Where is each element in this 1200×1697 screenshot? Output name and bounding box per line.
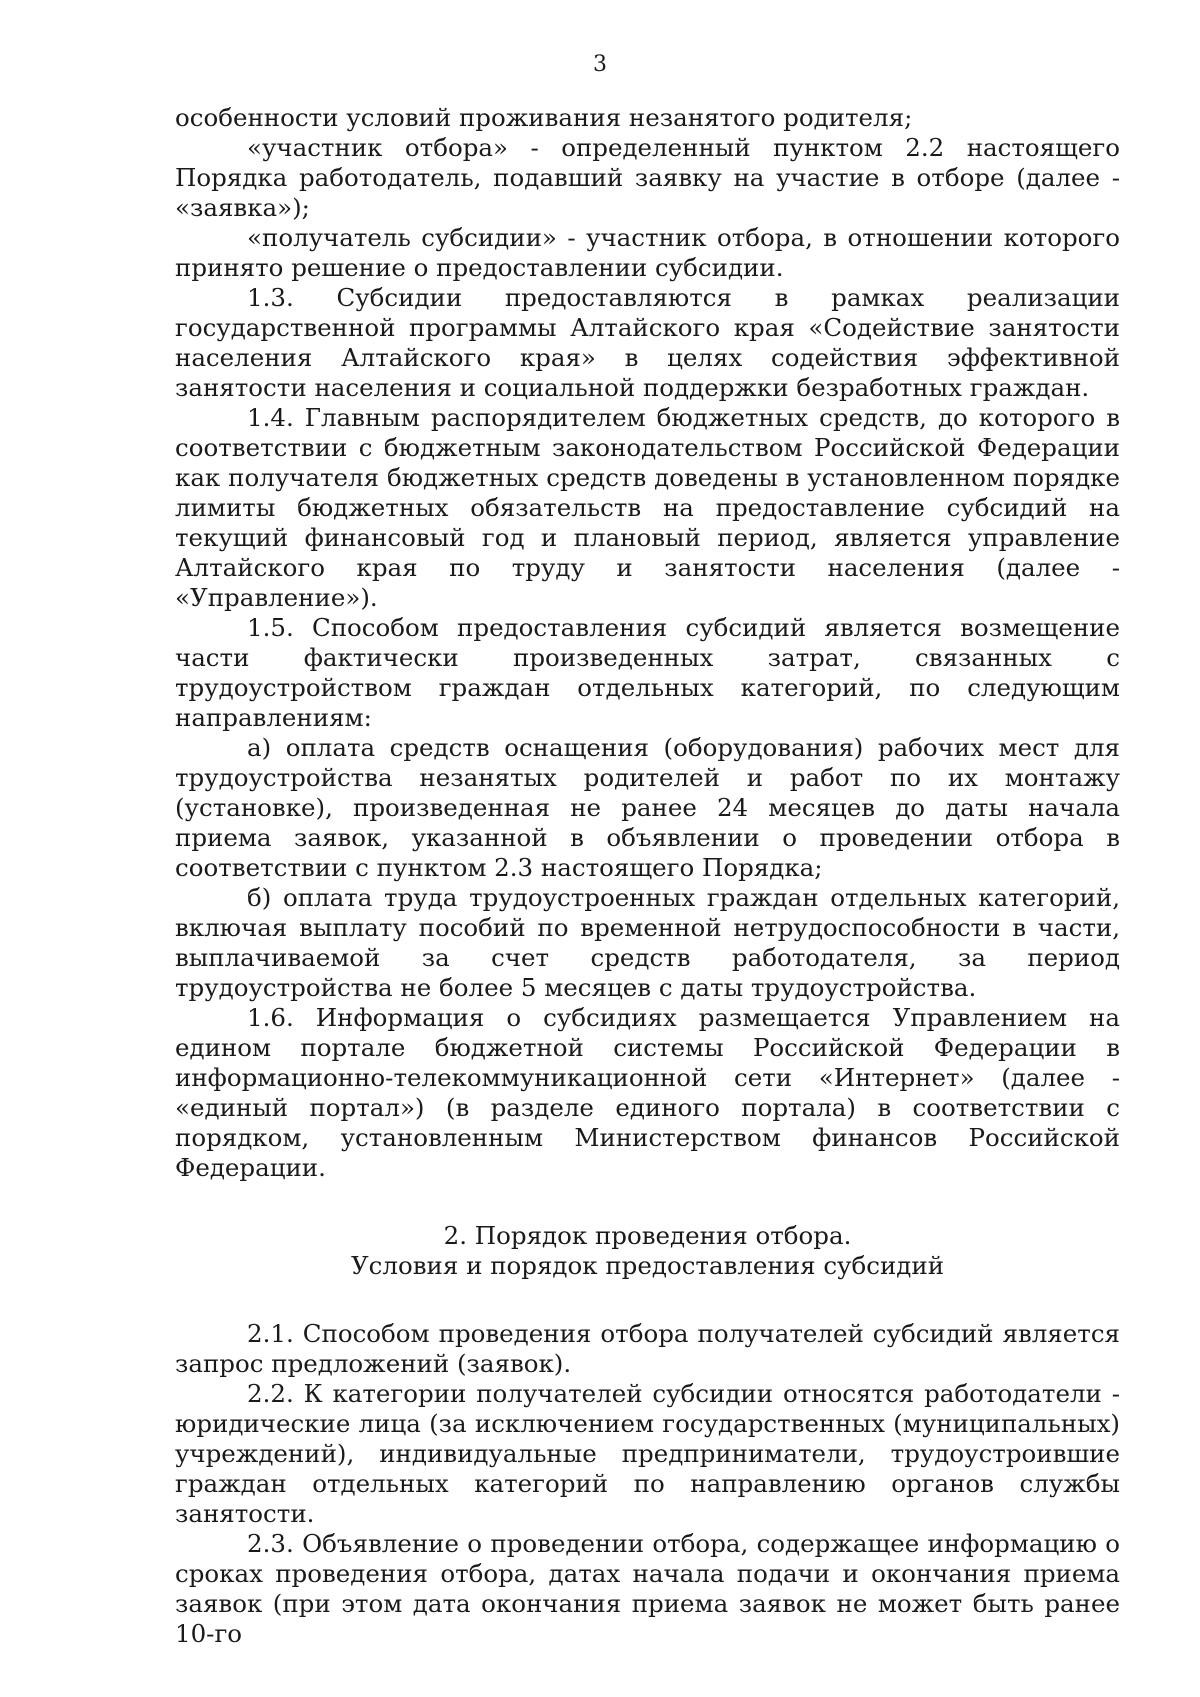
page-number: 3	[593, 52, 607, 77]
paragraph: 1.6. Информация о субсидиях размещается Управлением на едином портале бюджетной системы Российской Федерации в информационно-телекоммуникационной сети «Интернет» (далее - «единый портал») (в разделе единого портала) в соответствии с порядком, установленным Министерством финансов Российской Федерации.	[175, 1003, 1120, 1182]
paragraph: особенности условий проживания незанятого родителя;	[175, 103, 913, 132]
paragraph: 2.1. Способом проведения отбора получателей субсидий является запрос предложений (заявок).	[175, 1319, 1120, 1378]
section-heading-line1: 2. Порядок проведения отбора.	[443, 1221, 852, 1250]
paragraph: 2.2. К категории получателей субсидии относятся работодатели - юридические лица (за исключением государственных (муниципальных) учреждений), индивидуальные предприниматели, трудоустроившие граждан отдельных категорий по направлению органов службы занятости.	[175, 1379, 1120, 1528]
paragraph: «получатель субсидии» - участник отбора, в отношении которого принято решение о предоставлении субсидии.	[175, 223, 1120, 282]
section-heading-line2: Условия и порядок предоставления субсидий	[350, 1251, 945, 1280]
paragraph: а) оплата средств оснащения (оборудования) рабочих мест для трудоустройства незанятых родителей и работ по их монтажу (установке), произведенная не ранее 24 месяцев до даты начала приема заявок, указанной в объявлении о проведении отбора в соответствии с пунктом 2.3 настоящего Порядка;	[175, 733, 1120, 882]
paragraph: «участник отбора» - определенный пунктом 2.2 настоящего Порядка работодатель, подавший заявку на участие в отборе (далее - «заявка»);	[175, 133, 1120, 222]
paragraph: 2.3. Объявление о проведении отбора, содержащее информацию о сроках проведения отбора, датах начала подачи и окончания приема заявок (при этом дата окончания приема заявок не может быть ранее 10-го	[175, 1529, 1120, 1648]
document-body	[175, 103, 1120, 1649]
paragraph: б) оплата труда трудоустроенных граждан отдельных категорий, включая выплату пособий по временной нетрудоспособности в части, выплачиваемой за счет средств работодателя, за период трудоустройства не более 5 месяцев с даты трудоустройства.	[175, 883, 1120, 1002]
paragraph: 1.3. Субсидии предоставляются в рамках реализации государственной программы Алтайского края «Содействие занятости населения Алтайского края» в целях содействия эффективной занятости населения и социальной поддержки безработных граждан.	[175, 283, 1120, 402]
paragraph: 1.5. Способом предоставления субсидий является возмещение части фактически произведенных затрат, связанных с трудоустройством граждан отдельных категорий, по следующим направлениям:	[175, 613, 1120, 732]
section-heading	[175, 1221, 1120, 1281]
paragraph: 1.4. Главным распорядителем бюджетных средств, до которого в соответствии с бюджетным законодательством Российской Федерации как получателя бюджетных средств доведены в установленном порядке лимиты бюджетных обязательств на предоставление субсидий на текущий финансовый год и плановый период, является управление Алтайского края по труду и занятости населения (далее - «Управление»).	[175, 403, 1120, 612]
